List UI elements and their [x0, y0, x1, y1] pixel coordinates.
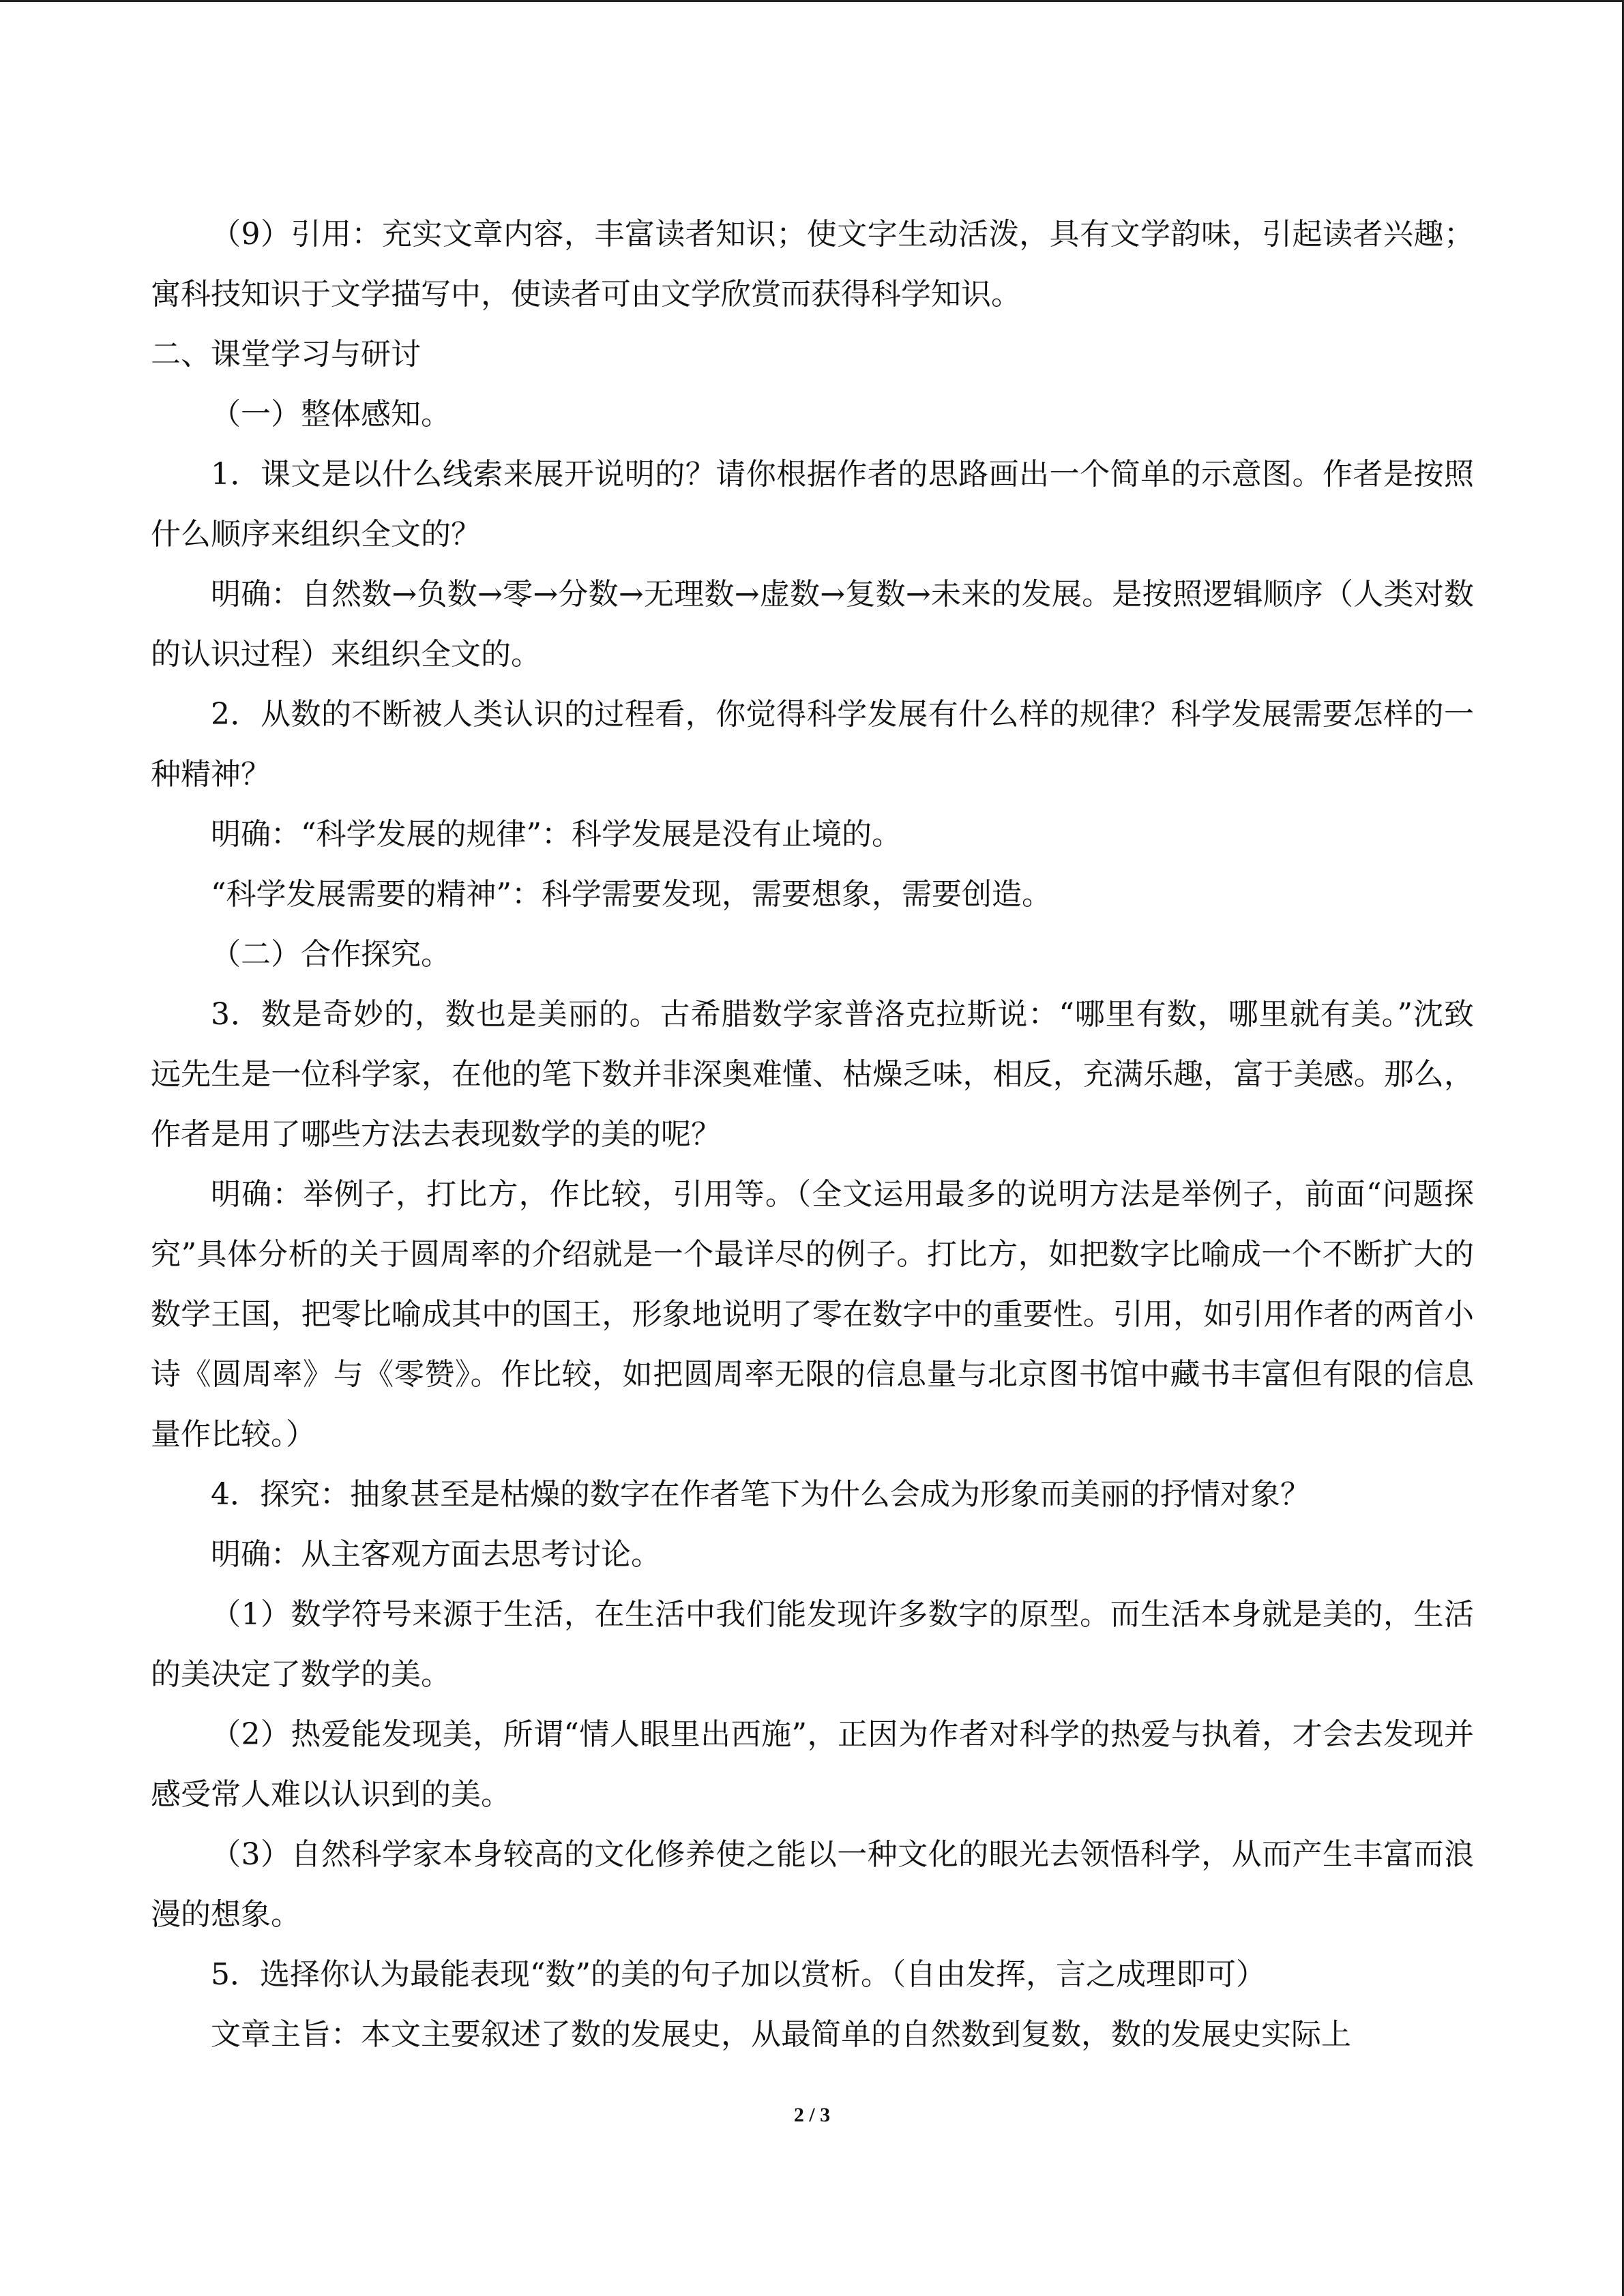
answer-1: 明确：自然数→负数→零→分数→无理数→虚数→复数→未来的发展。是按照逻辑顺序（人类对数的认识过程）来组织全文的。 — [151, 577, 1474, 672]
page-number: 2 / 3 — [793, 2104, 831, 2126]
subheading-cooperative-inquiry: （二）合作探究。 — [211, 937, 451, 972]
answer-4-point-3: （3）自然科学家本身较高的文化修养使之能以一种文化的眼光去领悟科学，从而产生丰富而浪漫的想象。 — [151, 1837, 1474, 1932]
answer-4-intro: 明确：从主客观方面去思考讨论。 — [211, 1537, 661, 1572]
document-body — [151, 205, 1474, 2065]
answer-4-point-2: （2）热爱能发现美，所谓“情人眼里出西施”，正因为作者对科学的热爱与执着，才会去发现并感受常人难以认识到的美。 — [151, 1717, 1474, 1812]
paragraph-quotation-method: （9）引用：充实文章内容，丰富读者知识；使文字生动活泼，具有文学韵味，引起读者兴趣；寓科技知识于文学描写中，使读者可由文学欣赏而获得科学知识。 — [151, 217, 1474, 312]
question-3: 3．数是奇妙的，数也是美丽的。古希腊数学家普洛克拉斯说：“哪里有数，哪里就有美。”沈致远先生是一位科学家，在他的笔下数并非深奥难懂、枯燥乏味，相反，充满乐趣，富于美感。那么，作者是用了哪些方法去表现数学的美的呢？ — [151, 997, 1474, 1152]
question-4: 4．探究：抽象甚至是枯燥的数字在作者笔下为什么会成为形象而美丽的抒情对象？ — [211, 1477, 1310, 1512]
answer-2-spirit: “科学发展需要的精神”：科学需要发现，需要想象，需要创造。 — [211, 877, 1052, 912]
question-1: 1．课文是以什么线索来展开说明的？请你根据作者的思路画出一个简单的示意图。作者是按照什么顺序来组织全文的？ — [151, 457, 1474, 552]
article-theme: 文章主旨：本文主要叙述了数的发展史，从最简单的自然数到复数，数的发展史实际上 — [211, 2017, 1351, 2052]
section-heading-classroom-study: 二、课堂学习与研讨 — [151, 337, 421, 372]
answer-4-point-1: （1）数学符号来源于生活，在生活中我们能发现许多数字的原型。而生活本身就是美的，生活的美决定了数学的美。 — [151, 1597, 1474, 1692]
question-2: 2．从数的不断被人类认识的过程看，你觉得科学发展有什么样的规律？科学发展需要怎样的一种精神？ — [151, 697, 1474, 792]
question-5: 5．选择你认为最能表现“数”的美的句子加以赏析。（自由发挥，言之成理即可） — [211, 1957, 1266, 1992]
answer-3: 明确：举例子，打比方，作比较，引用等。（全文运用最多的说明方法是举例子，前面“问题探究”具体分析的关于圆周率的介绍就是一个最详尽的例子。打比方，如把数字比喻成一个不断扩大的数学王国，把零比喻成其中的国王，形象地说明了零在数字中的重要性。引用，如引用作者的两首小诗《圆周率》与《零赞》。作比较，如把圆周率无限的信息量与北京图书馆中藏书丰富但有限的信息量作比较。） — [151, 1177, 1474, 1452]
top-border — [0, 0, 1624, 2]
subheading-overall-perception: （一）整体感知。 — [211, 397, 451, 432]
answer-2-law: 明确：“科学发展的规律”：科学发展是没有止境的。 — [211, 817, 902, 852]
